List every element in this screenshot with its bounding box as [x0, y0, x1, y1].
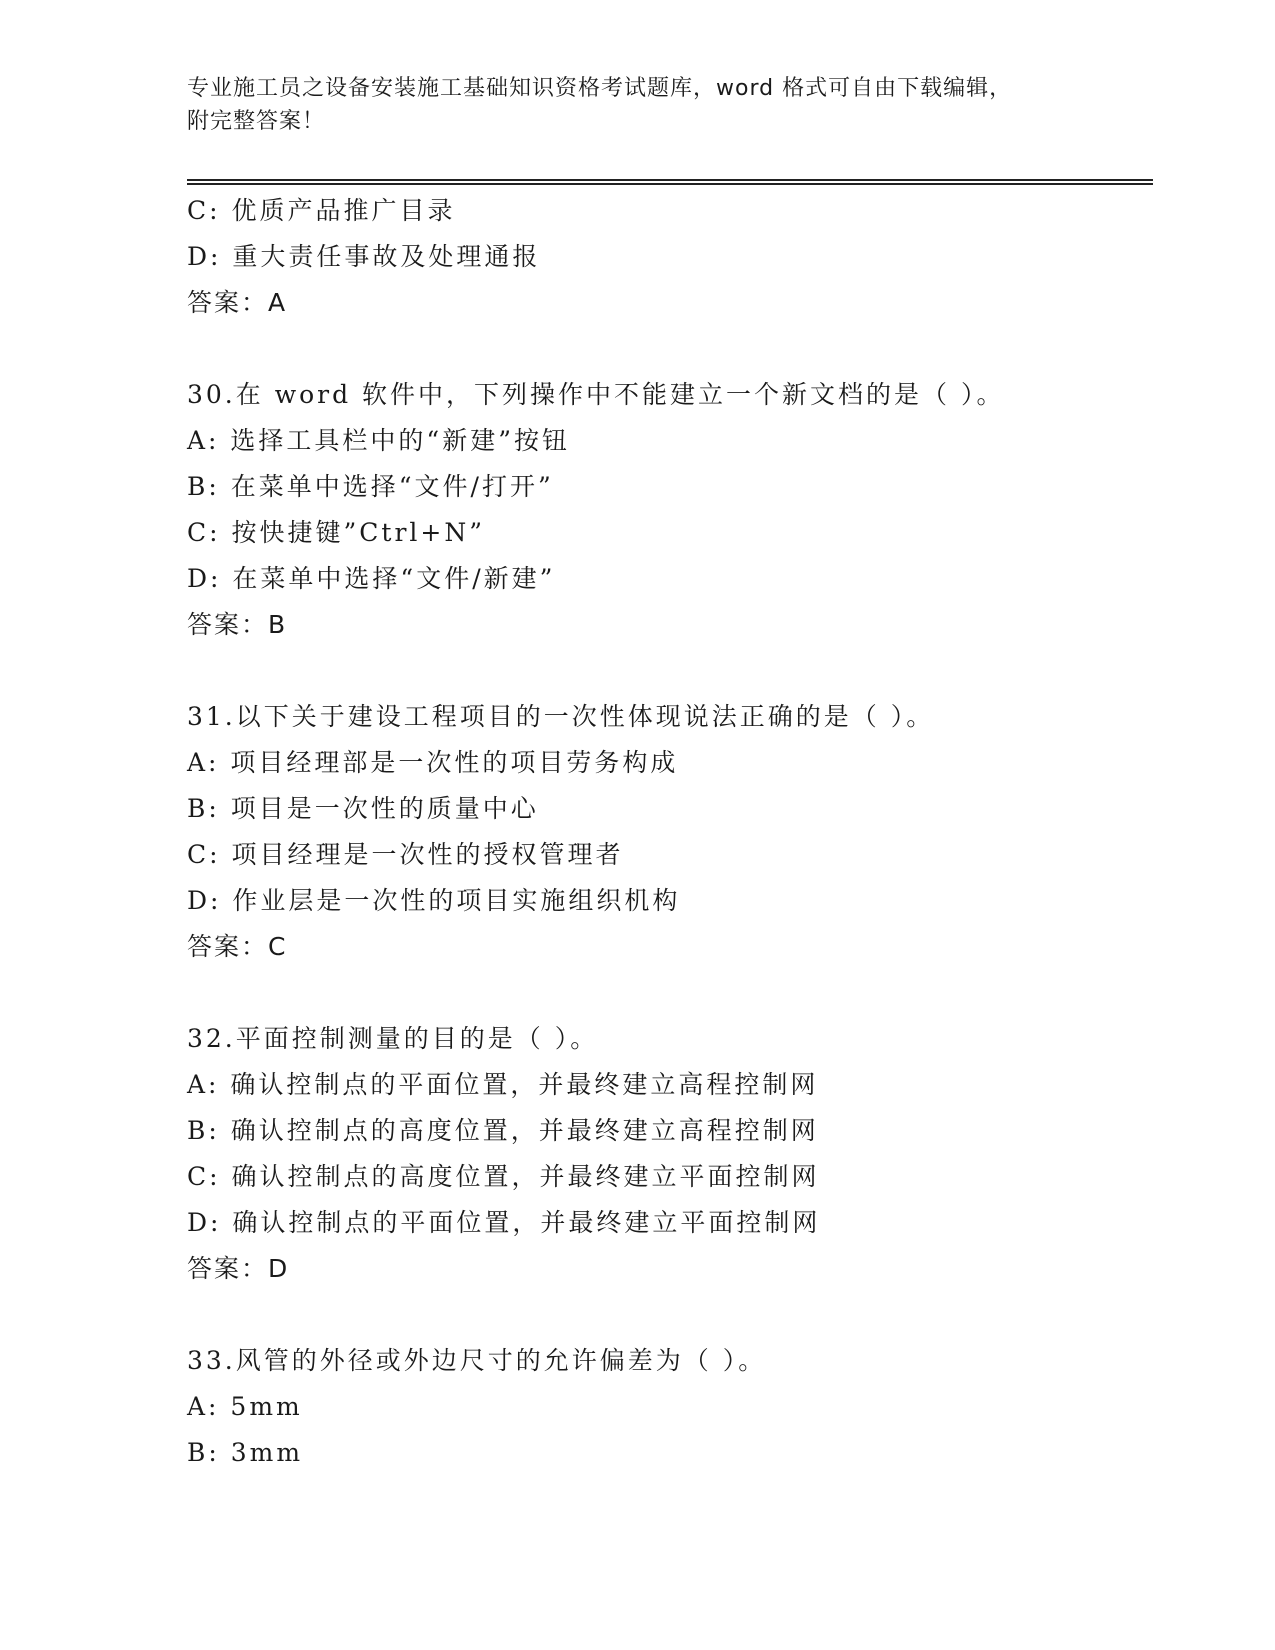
option-d: D: 在菜单中选择“文件/新建”: [187, 564, 556, 593]
spacer: [187, 326, 1147, 372]
option-d: D: 作业层是一次性的项目实施组织机构: [187, 886, 681, 915]
option-a: A: 项目经理部是一次性的项目劳务构成: [187, 748, 679, 777]
document-body: [187, 188, 1147, 1476]
header-divider-top: [187, 179, 1153, 181]
spacer: [187, 970, 1147, 1016]
header-divider-bottom: [187, 183, 1153, 185]
option-c: C: 按快捷键”Ctrl+N”: [187, 518, 486, 547]
header-line-2: 附完整答案！: [187, 109, 326, 134]
option-d: D: 重大责任事故及处理通报: [187, 242, 541, 271]
option-b: B: 项目是一次性的质量中心: [187, 794, 539, 823]
question-stem: 32.平面控制测量的目的是（ ）。: [187, 1024, 599, 1053]
answer-line: 答案：B: [187, 610, 288, 639]
option-a: A: 5mm: [187, 1392, 303, 1421]
spacer: [187, 1292, 1147, 1338]
question-block-30: [187, 372, 1147, 648]
prev-question-block: [187, 188, 1147, 326]
option-b: B: 在菜单中选择“文件/打开”: [187, 472, 554, 501]
option-c: C: 确认控制点的高度位置，并最终建立平面控制网: [187, 1162, 820, 1191]
question-stem: 30.在 word 软件中，下列操作中不能建立一个新文档的是（ ）。: [187, 380, 1005, 409]
question-block-32: [187, 1016, 1147, 1292]
answer-line: 答案：D: [187, 1254, 290, 1283]
answer-line: 答案：C: [187, 932, 288, 961]
answer-line: 答案：A: [187, 288, 288, 317]
spacer: [187, 648, 1147, 694]
option-c: C: 优质产品推广目录: [187, 196, 456, 225]
option-b: B: 确认控制点的高度位置，并最终建立高程控制网: [187, 1116, 819, 1145]
option-c: C: 项目经理是一次性的授权管理者: [187, 840, 624, 869]
option-b: B: 3mm: [187, 1438, 304, 1467]
question-block-31: [187, 694, 1147, 970]
option-d: D: 确认控制点的平面位置，并最终建立平面控制网: [187, 1208, 821, 1237]
question-block-33: [187, 1338, 1147, 1476]
option-a: A: 确认控制点的平面位置，并最终建立高程控制网: [187, 1070, 819, 1099]
option-a: A: 选择工具栏中的“新建”按钮: [187, 426, 570, 455]
question-stem: 31.以下关于建设工程项目的一次性体现说法正确的是（ ）。: [187, 702, 935, 731]
document-header: [187, 72, 1087, 138]
header-line-1: 专业施工员之设备安装施工基础知识资格考试题库，word 格式可自由下载编辑，: [187, 76, 1013, 101]
question-stem: 33.风管的外径或外边尺寸的允许偏差为（ ）。: [187, 1346, 767, 1375]
